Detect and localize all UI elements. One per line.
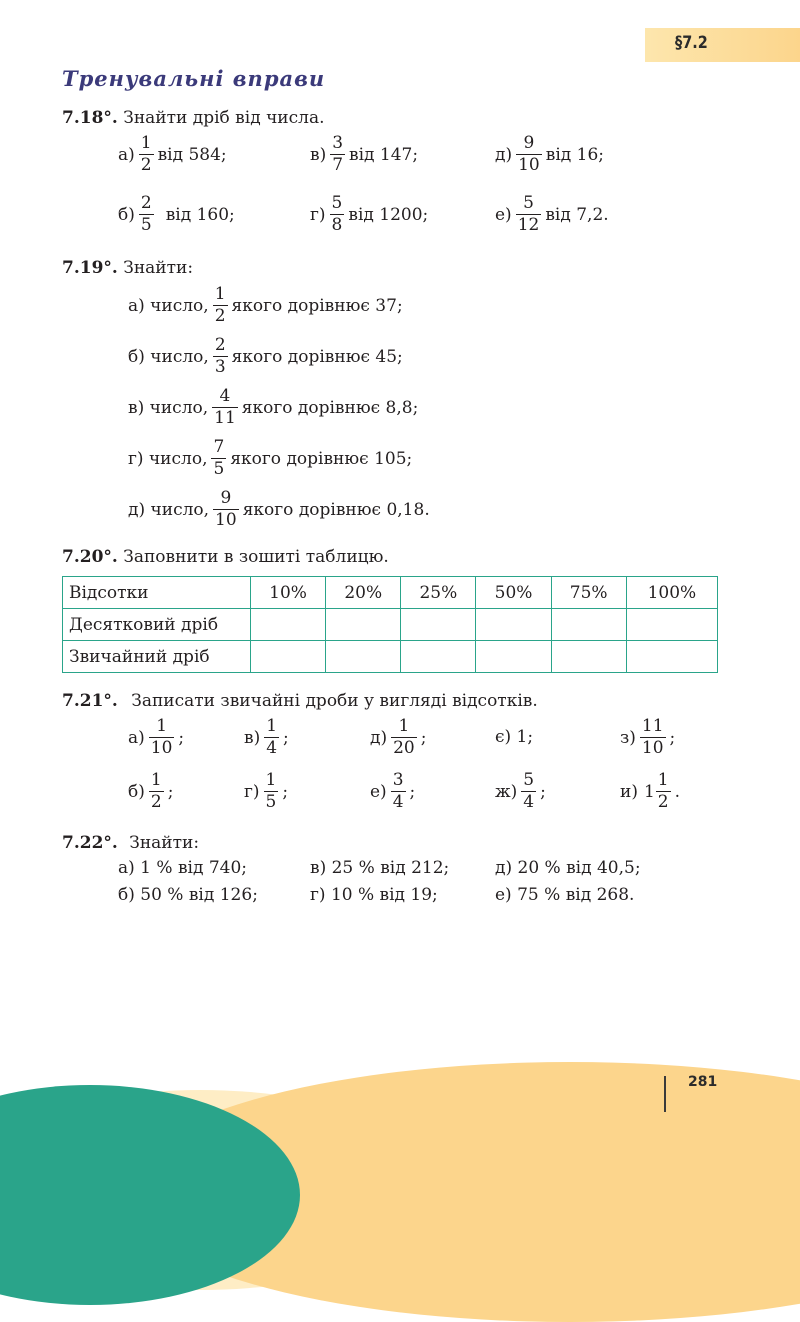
fraction: $\frac{2}{5}$ bbox=[140, 193, 152, 235]
exercise-number: 7.21°. bbox=[62, 691, 118, 711]
table-cell bbox=[476, 641, 551, 673]
fraction: $\frac{9}{10}$ bbox=[215, 488, 237, 530]
exercise-7-22-item: б) 50 % від 126; bbox=[118, 885, 258, 905]
exercise-7-18-item-g: г) $\frac{5}{8}$ від 1200; bbox=[310, 193, 429, 235]
table-cell: 100% bbox=[626, 577, 717, 609]
exercise-7-22-item: д) 20 % від 40,5; bbox=[495, 858, 641, 878]
exercise-7-21-item-a: а) $\frac{1}{10}$ ; bbox=[128, 716, 185, 758]
fraction: $\frac{5}{12}$ bbox=[517, 193, 540, 235]
exercise-7-21-heading bbox=[62, 691, 538, 711]
fraction: $\frac{2}{3}$ bbox=[214, 335, 226, 377]
section-tab bbox=[645, 28, 800, 62]
fraction: $\frac{5}{4}$ bbox=[523, 770, 535, 812]
fraction: $\frac{1}{5}$ bbox=[265, 770, 277, 812]
fraction: $\frac{7}{5}$ bbox=[213, 437, 225, 479]
table-cell bbox=[551, 609, 626, 641]
page-divider bbox=[664, 1076, 666, 1112]
table-cell: Звичайний дріб bbox=[63, 641, 251, 673]
table-cell: 25% bbox=[401, 577, 476, 609]
table-cell bbox=[251, 609, 326, 641]
exercise-7-19-item-b: б) число, $\frac{2}{3}$ якого дорівнює 45; bbox=[128, 335, 403, 377]
table-cell bbox=[551, 641, 626, 673]
exercise-7-22-item: е) 75 % від 268. bbox=[495, 885, 635, 905]
fraction: $\frac{1}{4}$ bbox=[266, 716, 278, 758]
exercise-7-21-item-ye: є) 1; bbox=[495, 727, 534, 747]
exercise-number: 7.19°. bbox=[62, 258, 118, 278]
percent-table bbox=[62, 576, 718, 673]
page-number: 281 bbox=[688, 1074, 718, 1090]
table-cell: Десятковий дріб bbox=[63, 609, 251, 641]
exercise-7-21-item-g: г) $\frac{1}{5}$ ; bbox=[244, 770, 289, 812]
table-cell bbox=[626, 609, 717, 641]
exercise-text: Знайти: bbox=[129, 833, 200, 853]
fraction: $\frac{1}{2}$ bbox=[214, 284, 226, 326]
exercise-7-21-item-b: б) $\frac{1}{2}$ ; bbox=[128, 770, 174, 812]
exercise-7-18-item-v: в) $\frac{3}{7}$ від 147; bbox=[310, 133, 419, 175]
mixed-number: 1 $\frac{1}{2}$ . bbox=[643, 770, 681, 812]
exercise-7-21-item-d: д) $\frac{1}{20}$ ; bbox=[370, 716, 427, 758]
fraction: $\frac{1}{2}$ bbox=[657, 770, 669, 812]
exercise-text: Знайти: bbox=[123, 258, 194, 278]
fraction: $\frac{11}{10}$ bbox=[641, 716, 664, 758]
exercise-7-21-item-e: е) $\frac{3}{4}$ ; bbox=[370, 770, 416, 812]
table-cell bbox=[251, 641, 326, 673]
fraction: $\frac{1}{2}$ bbox=[140, 133, 152, 175]
exercise-7-18-heading bbox=[62, 108, 325, 128]
exercise-7-18-item-b: б) $\frac{2}{5}$ від 160; bbox=[118, 193, 235, 235]
exercise-7-22-item: а) 1 % від 740; bbox=[118, 858, 248, 878]
fraction: $\frac{1}{20}$ bbox=[393, 716, 415, 758]
exercise-number: 7.18°. bbox=[62, 108, 118, 128]
fraction: $\frac{5}{8}$ bbox=[331, 193, 343, 235]
exercise-7-22-heading bbox=[62, 833, 199, 853]
exercise-text: Записати звичайні дроби у вигляді відсотків. bbox=[131, 691, 538, 711]
page-title: Тренувальні вправи bbox=[62, 66, 326, 91]
exercise-7-19-item-d: д) число, $\frac{9}{10}$ якого дорівнює 0,18. bbox=[128, 488, 430, 530]
table-cell bbox=[476, 609, 551, 641]
fraction: $\frac{3}{7}$ bbox=[332, 133, 344, 175]
exercise-7-18-item-a: а) $\frac{1}{2}$ від 584; bbox=[118, 133, 227, 175]
exercise-text: Знайти дріб від числа. bbox=[123, 108, 325, 128]
exercise-7-21-item-z: з) $\frac{11}{10}$ ; bbox=[620, 716, 676, 758]
table-cell bbox=[401, 641, 476, 673]
exercise-number: 7.20°. bbox=[62, 547, 118, 567]
exercise-7-19-item-v: в) число, $\frac{4}{11}$ якого дорівнює 8,8; bbox=[128, 386, 419, 428]
table-row bbox=[63, 609, 718, 641]
table-cell: 20% bbox=[326, 577, 401, 609]
table-row bbox=[63, 641, 718, 673]
table-cell bbox=[326, 641, 401, 673]
exercise-7-22-item: в) 25 % від 212; bbox=[310, 858, 450, 878]
table-cell: 10% bbox=[251, 577, 326, 609]
fraction: $\frac{9}{10}$ bbox=[518, 133, 540, 175]
exercise-7-19-item-g: г) число, $\frac{7}{5}$ якого дорівнює 105; bbox=[128, 437, 413, 479]
table-cell: Відсотки bbox=[63, 577, 251, 609]
exercise-7-21-item-y: и) 1 $\frac{1}{2}$ . bbox=[620, 770, 681, 812]
table-cell bbox=[401, 609, 476, 641]
fraction: $\frac{3}{4}$ bbox=[392, 770, 404, 812]
table-header-row bbox=[63, 577, 718, 609]
exercise-number: 7.22°. bbox=[62, 833, 118, 853]
exercise-7-18-item-d: д) $\frac{9}{10}$ від 16; bbox=[495, 133, 604, 175]
table-cell: 75% bbox=[551, 577, 626, 609]
exercise-7-18-item-e: е) $\frac{5}{12}$ від 7,2. bbox=[495, 193, 609, 235]
section-label: §7.2 bbox=[675, 33, 708, 53]
exercise-7-19-heading bbox=[62, 258, 193, 278]
exercise-7-20-heading bbox=[62, 547, 389, 567]
table-cell: 50% bbox=[476, 577, 551, 609]
fraction: $\frac{1}{2}$ bbox=[150, 770, 162, 812]
fraction: $\frac{1}{10}$ bbox=[150, 716, 173, 758]
table-cell bbox=[626, 641, 717, 673]
fraction: $\frac{4}{11}$ bbox=[214, 386, 236, 428]
exercise-text: Заповнити в зошиті таблицю. bbox=[123, 547, 389, 567]
exercise-7-21-item-v: в) $\frac{1}{4}$ ; bbox=[244, 716, 289, 758]
table-cell bbox=[326, 609, 401, 641]
exercise-7-22-item: г) 10 % від 19; bbox=[310, 885, 438, 905]
exercise-7-21-item-zh: ж) $\frac{5}{4}$ ; bbox=[495, 770, 546, 812]
exercise-7-19-item-a: а) число, $\frac{1}{2}$ якого дорівнює 37; bbox=[128, 284, 403, 326]
